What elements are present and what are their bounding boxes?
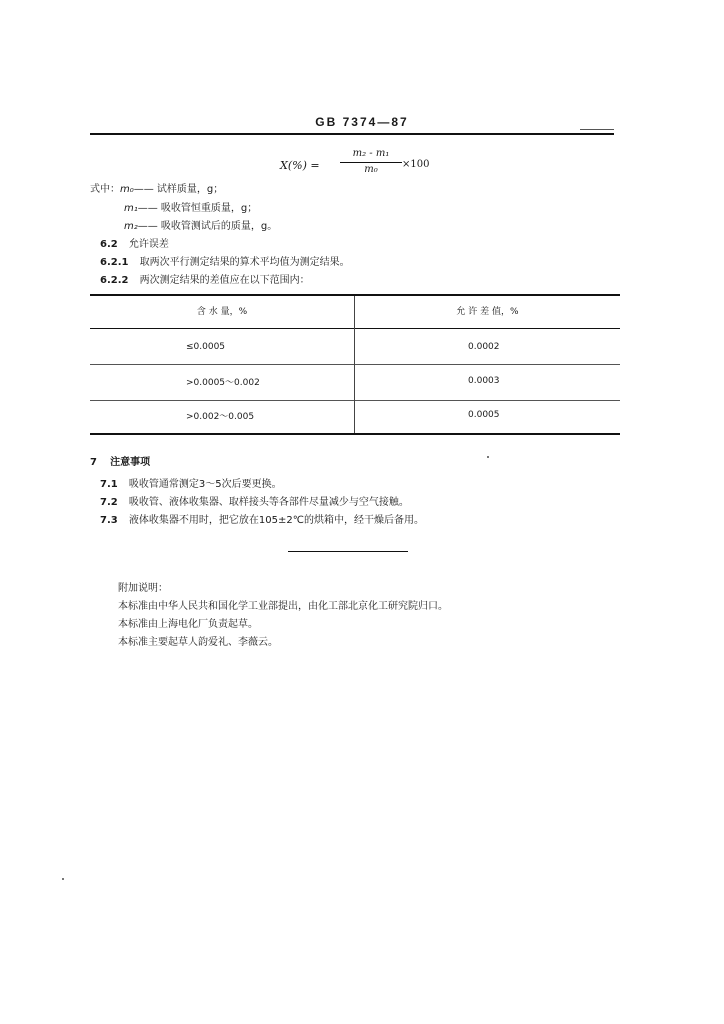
section-7-heading — [90, 456, 150, 470]
where-line-m1 — [124, 202, 257, 216]
table-header-moisture: 含 水 量，% — [196, 307, 248, 317]
section-title: 允许误差 — [128, 239, 169, 250]
note-7-3 — [100, 514, 424, 528]
fraction-bar — [340, 162, 402, 163]
note-number: 7.2 — [100, 497, 118, 508]
scan-speck — [62, 878, 64, 880]
note-text: 吸收管通常测定3～5次后要更换。 — [128, 479, 282, 490]
appendix-line: 本标准由上海电化厂负责起草。 — [118, 619, 258, 630]
where-desc-m0: —— 试样质量，g； — [133, 184, 224, 195]
table-top-rule — [90, 294, 620, 296]
standard-code-header: GB 7374—87 — [315, 115, 409, 129]
note-7-2 — [100, 496, 409, 510]
note-number: 7.3 — [100, 515, 118, 526]
header-rule — [90, 133, 614, 135]
end-separator-rule — [288, 551, 408, 552]
note-7-1 — [100, 478, 282, 492]
note-number: 7.1 — [100, 479, 118, 490]
formula-numerator: m₂ - m₁ — [352, 148, 390, 159]
where-symbol-m2: m₂ — [124, 221, 138, 232]
section-number: 6.2 — [100, 239, 118, 250]
where-line-m0 — [90, 183, 223, 197]
where-desc-m1: —— 吸收管恒重质量，g； — [137, 203, 258, 214]
table-cell-moisture: >0.0005～0.002 — [186, 378, 260, 388]
formula-rhs: ×100 — [402, 159, 430, 170]
table-cell-moisture: >0.002～0.005 — [186, 412, 255, 422]
appendix-line: 本标准主要起草人韵爱礼、李薇云。 — [118, 637, 278, 648]
table-row-divider — [90, 364, 620, 365]
section-text: 两次测定结果的差值应在以下范围内： — [139, 275, 310, 286]
section-6-2 — [100, 238, 169, 252]
note-text: 液体收集器不用时，把它放在105±2℃的烘箱中，经干燥后备用。 — [128, 515, 424, 526]
table-cell-tolerance: 0.0005 — [468, 410, 500, 420]
table-row-divider — [90, 400, 620, 401]
table-cell-moisture: ≤0.0005 — [186, 342, 226, 352]
section-title: 注意事项 — [110, 457, 151, 468]
table-header-tolerance: 允 许 差 值，% — [456, 307, 519, 317]
table-cell-tolerance: 0.0002 — [468, 342, 500, 352]
appendix-line: 本标准由中华人民共和国化学工业部提出，由化工部北京化工研究院归口。 — [118, 601, 448, 612]
table-cell-tolerance: 0.0003 — [468, 376, 500, 386]
section-6-2-1 — [100, 256, 350, 270]
section-number: 6.2.1 — [100, 257, 129, 268]
where-symbol-m1: m₁ — [124, 203, 138, 214]
section-text: 取两次平行测定结果的算术平均值为测定结果。 — [139, 257, 350, 268]
moisture-formula — [280, 148, 480, 182]
header-short-rule — [580, 129, 614, 130]
table-bottom-rule — [90, 433, 620, 435]
where-line-m2 — [124, 220, 277, 234]
formula-lhs: X(%) = — [280, 159, 320, 172]
where-lead: 式中： — [90, 184, 120, 195]
where-symbol-m0: m₀ — [120, 184, 134, 195]
scan-speck — [487, 456, 489, 458]
where-desc-m2: —— 吸收管测试后的质量，g。 — [137, 221, 278, 232]
table-header-rule — [90, 328, 620, 329]
note-text: 吸收管、液体收集器、取样接头等各部件尽量减少与空气接触。 — [128, 497, 409, 508]
section-number: 6.2.2 — [100, 275, 129, 286]
appendix-title: 附加说明： — [118, 583, 168, 594]
section-number: 7 — [90, 457, 97, 468]
section-6-2-2 — [100, 274, 310, 288]
formula-denominator: m₀ — [364, 164, 378, 175]
